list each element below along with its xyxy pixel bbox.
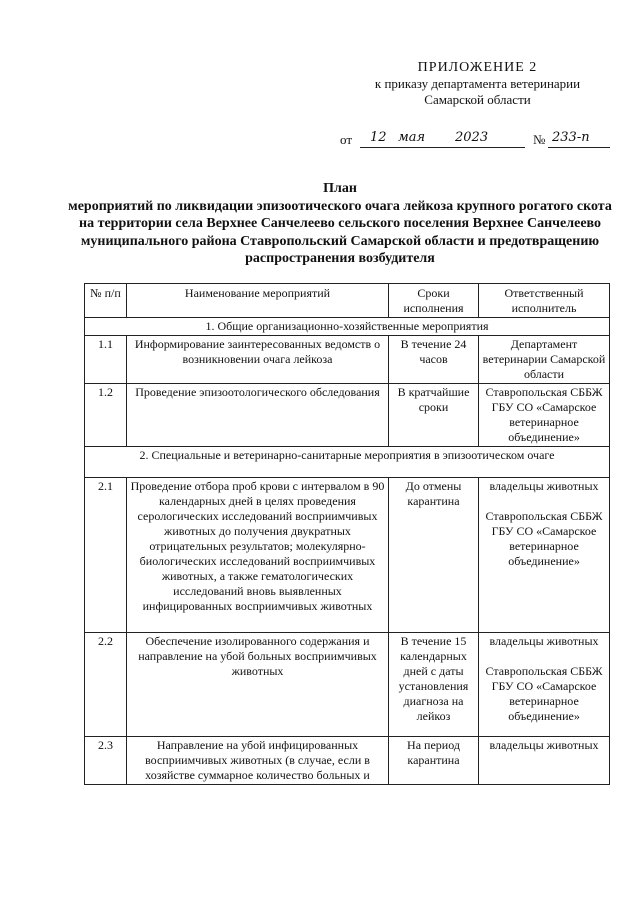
row-responsible: Ставропольская СББЖ ГБУ СО «Самарское ветеринарное объединение» — [479, 384, 610, 447]
order-number: 233-п — [552, 130, 590, 145]
table-row — [85, 737, 610, 785]
row-num: 1.2 — [85, 384, 127, 447]
header-responsible: Ответственный исполнитель — [479, 284, 610, 318]
row-num: 2.1 — [85, 478, 127, 633]
row-term: В течение 15 календарных дней с даты установления диагноза на лейкоз — [389, 633, 479, 737]
plan-table — [84, 283, 610, 785]
row-num: 2.2 — [85, 633, 127, 737]
row-name: Обеспечение изолированного содержания и направление на убой больных восприимчивых животных — [127, 633, 389, 737]
section-1-title: 1. Общие организационно-хозяйственные мероприятия — [85, 318, 610, 336]
responsible-owners: владельцы животных — [489, 479, 599, 493]
plan-subtitle: мероприятий по ликвидации эпизоотического очага лейкоза крупного рогатого скота на территории села Верхнее Санчелеево сельского поселения Верхнее Санчелеево муниципального района Ставропольский Самарской области и предотвращению распространения возбудителя — [68, 198, 612, 266]
table-header-row — [85, 284, 610, 318]
row-responsible — [479, 478, 610, 633]
table-row — [85, 336, 610, 384]
header-name: Наименование мероприятий — [127, 284, 389, 318]
responsible-station: Ставропольская СББЖ ГБУ СО «Самарское ветеринарное объединение» — [485, 509, 603, 568]
responsible-owners: владельцы животных — [489, 634, 599, 648]
order-number-underline — [548, 147, 610, 148]
row-term: В течение 24 часов — [389, 336, 479, 384]
plan-heading: План — [323, 181, 357, 196]
appendix-line-1: к приказу департамента ветеринарии — [374, 76, 581, 91]
order-date-underline — [360, 147, 525, 148]
table-row — [85, 478, 610, 633]
header-num: № п/п — [85, 284, 127, 318]
order-number-label: № — [533, 132, 546, 147]
appendix-title: ПРИЛОЖЕНИЕ 2 — [417, 60, 538, 75]
row-name: Направление на убой инфицированных восприимчивых животных (в случае, если в хозяйстве суммарное количество больных и — [127, 737, 389, 785]
row-name: Проведение эпизоотологического обследования — [127, 384, 389, 447]
order-line — [340, 132, 620, 150]
order-day: 12 — [370, 130, 387, 145]
section-2-title: 2. Специальные и ветеринарно-санитарные мероприятия в эпизоотическом очаге — [85, 447, 610, 478]
order-year: 2023 — [455, 130, 489, 145]
row-name: Проведение отбора проб крови с интервалом в 90 календарных дней в целях проведения серологических исследований восприимчивых животных до получения двукратных отрицательных результатов; молекулярно-биологических исследований восприимчивых животных, а также гематологических исследований вновь выявленных инфицированных восприимчивых животных — [127, 478, 389, 633]
document-title — [60, 180, 620, 268]
appendix-line-2: Самарской области — [424, 92, 531, 107]
responsible-station: Ставропольская СББЖ ГБУ СО «Самарское ветеринарное объединение» — [485, 664, 603, 723]
order-from-label: от — [340, 132, 353, 147]
header-term: Сроки исполнения — [389, 284, 479, 318]
table-row — [85, 384, 610, 447]
appendix-block — [340, 60, 615, 108]
row-num: 2.3 — [85, 737, 127, 785]
row-term: До отмены карантина — [389, 478, 479, 633]
row-term: В кратчайшие сроки — [389, 384, 479, 447]
row-num: 1.1 — [85, 336, 127, 384]
section-row — [85, 447, 610, 478]
row-responsible: Департамент ветеринарии Самарской области — [479, 336, 610, 384]
row-name: Информирование заинтересованных ведомств о возникновении очага лейкоза — [127, 336, 389, 384]
table-row — [85, 633, 610, 737]
order-month: мая — [398, 130, 426, 145]
row-term: На период карантина — [389, 737, 479, 785]
row-responsible: владельцы животных — [479, 737, 610, 785]
section-row — [85, 318, 610, 336]
row-responsible — [479, 633, 610, 737]
